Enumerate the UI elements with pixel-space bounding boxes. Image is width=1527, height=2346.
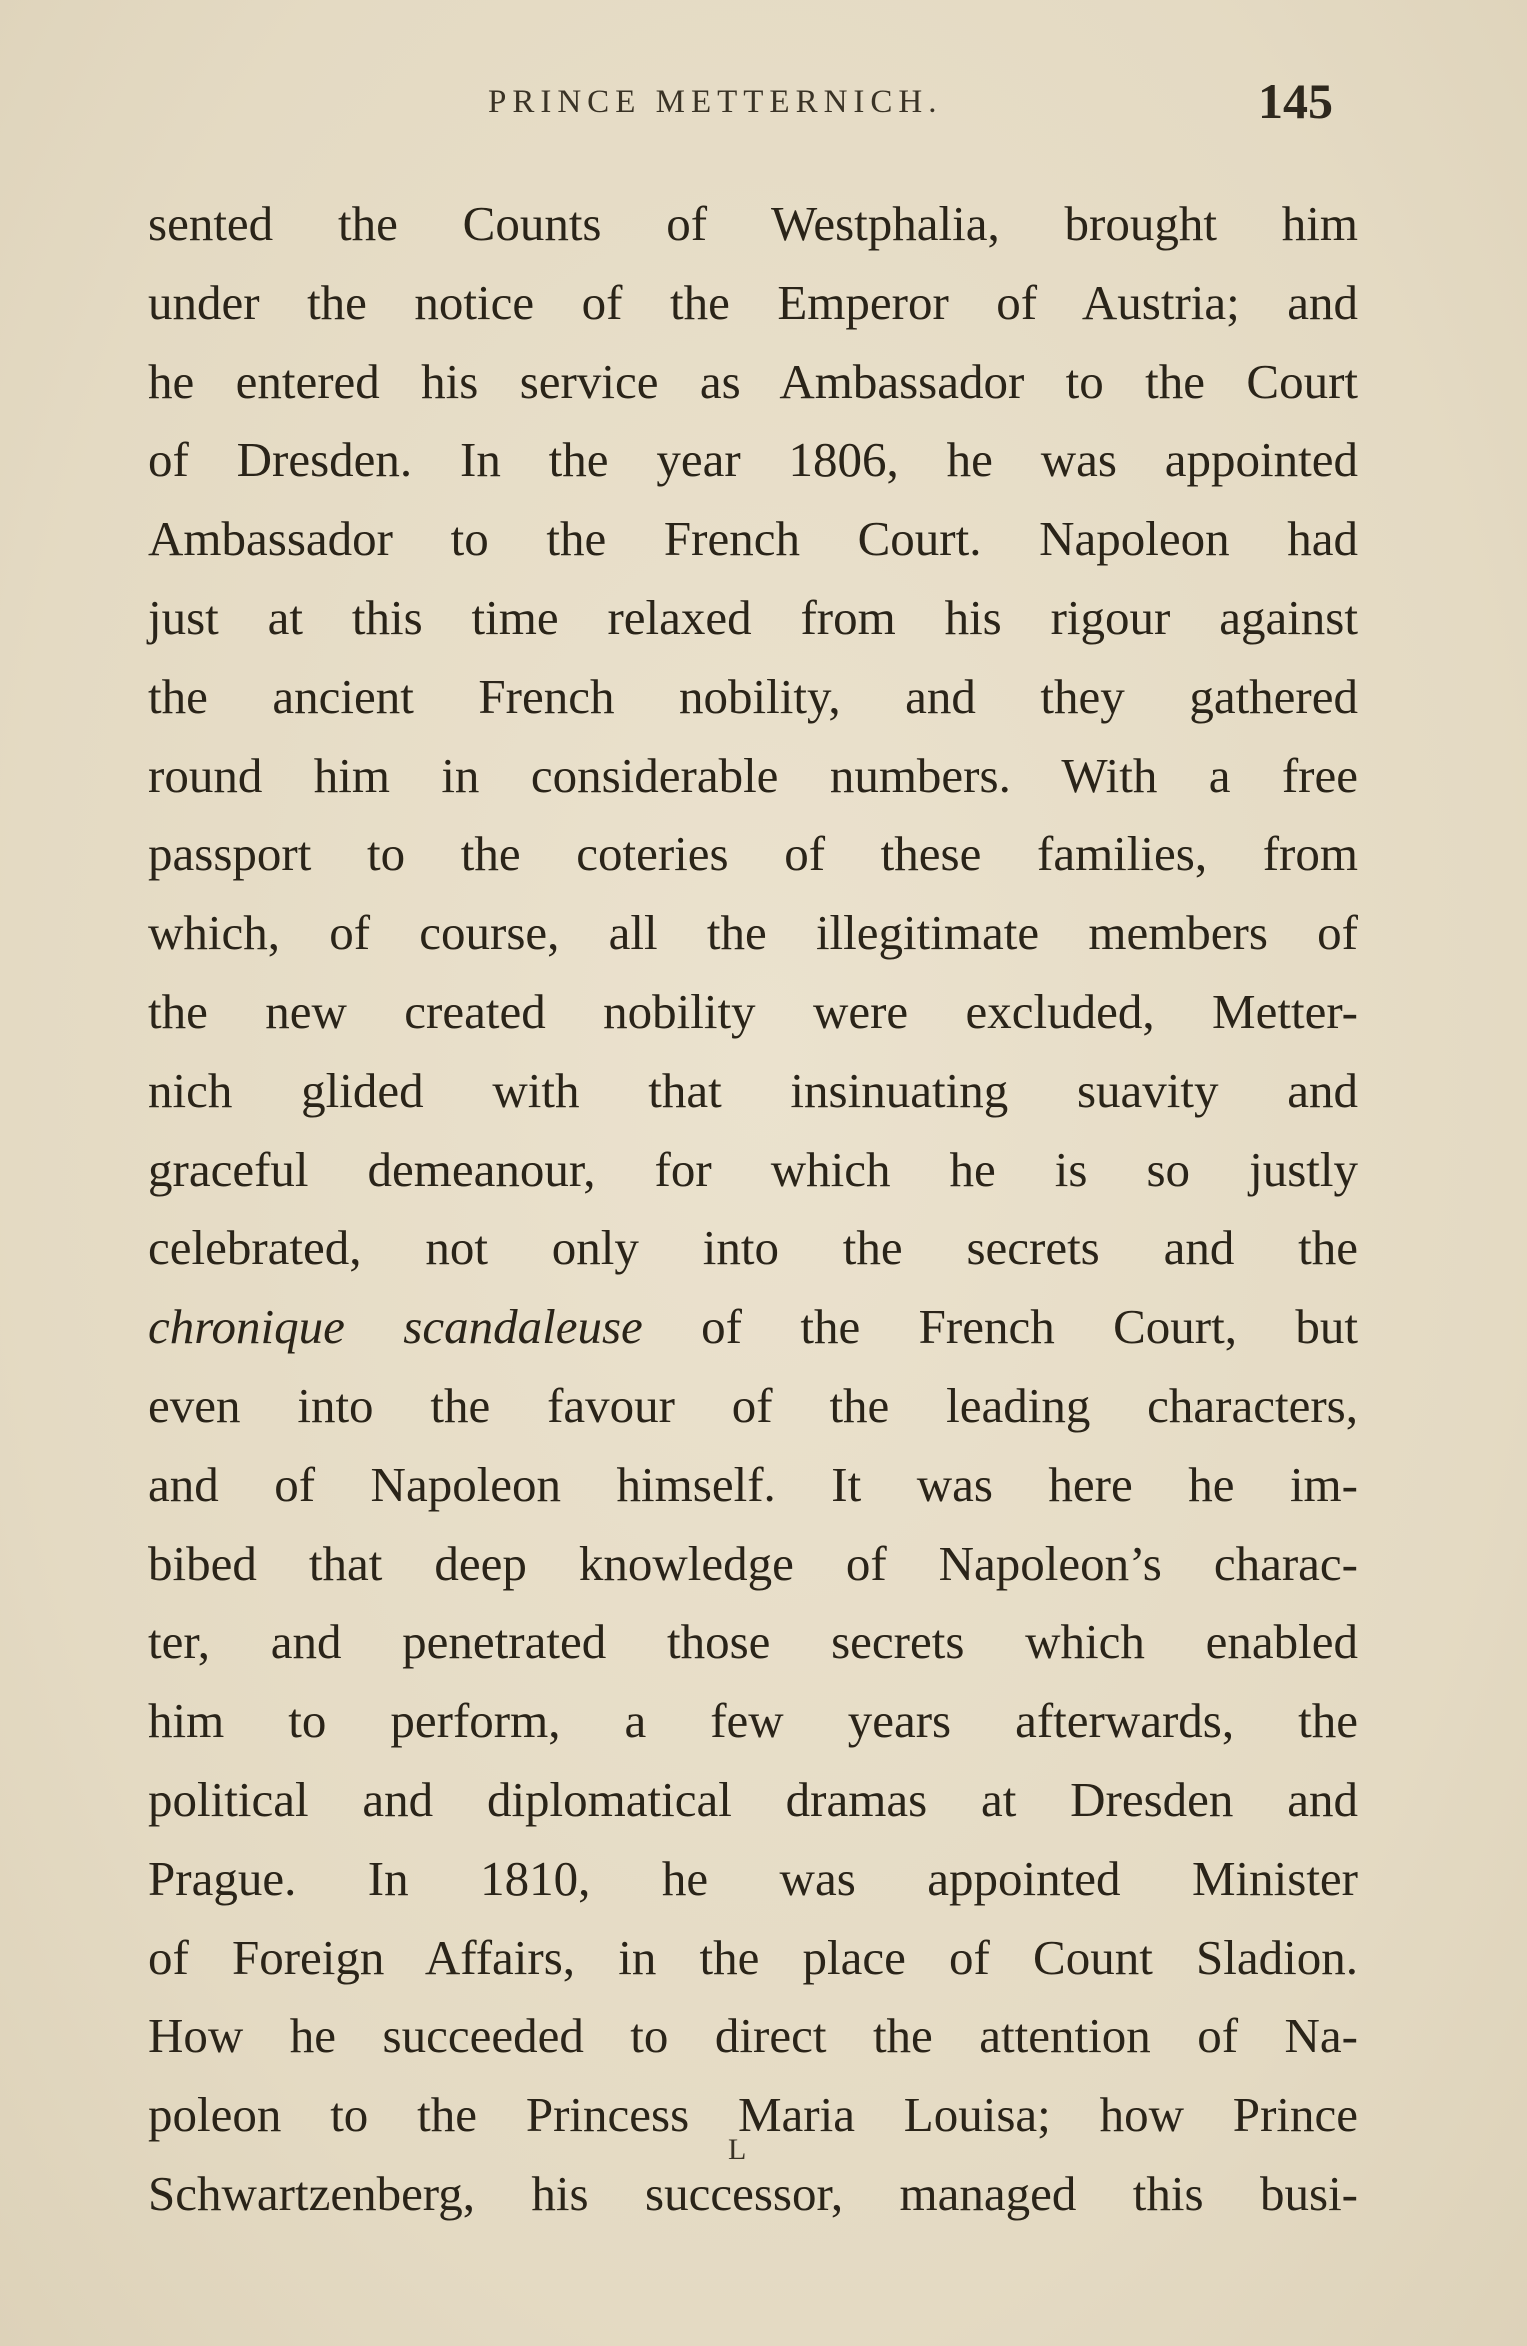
text-line: he entered his service as Ambassador to the Court [148, 353, 1358, 409]
text-line: graceful demeanour, for which he is so justly [148, 1141, 1358, 1197]
text-line: of Dresden. In the year 1806, he was appointed [148, 432, 1358, 488]
body-text [148, 185, 1358, 2234]
text-line: How he succeeded to direct the attention of Na- [148, 2008, 1358, 2064]
text-line: which, of course, all the illegitimate members of [148, 905, 1358, 961]
text-line: Ambassador to the French Court. Napoleon had [148, 511, 1358, 567]
page-number: 145 [1258, 73, 1333, 129]
text-line: the ancient French nobility, and they gathered [148, 668, 1358, 724]
text-line: political and diplomatical dramas at Dresden and [148, 1771, 1358, 1827]
text-line: Prague. In 1810, he was appointed Minister [148, 1850, 1358, 1906]
text-line: bibed that deep knowledge of Napoleon’s charac- [148, 1535, 1358, 1591]
text-line: the new created nobility were excluded, Metter- [148, 983, 1358, 1039]
italic-phrase: chronique scandaleuse [148, 1299, 643, 1355]
text-line: Schwartzenberg, his successor, managed this busi- [148, 2165, 1358, 2221]
text-line-with-italic [148, 1288, 1358, 1367]
text-line: round him in considerable numbers. With a free [148, 747, 1358, 803]
text-line: of Foreign Affairs, in the place of Count Sladion. [148, 1929, 1358, 1985]
text-line: poleon to the Princess Maria Louisa; how Prince [148, 2087, 1358, 2143]
text-line: under the notice of the Emperor of Austria; and [148, 274, 1358, 330]
text-line: celebrated, not only into the secrets and the [148, 1220, 1358, 1276]
text-line: ter, and penetrated those secrets which enabled [148, 1614, 1358, 1670]
text-line: and of Napoleon himself. It was here he im- [148, 1456, 1358, 1512]
text-line: passport to the coteries of these families, from [148, 826, 1358, 882]
text-line-rest: of the French Court, but [642, 1299, 1358, 1355]
text-line: just at this time relaxed from his rigour against [148, 589, 1358, 645]
text-line: sented the Counts of Westphalia, brought him [148, 196, 1358, 251]
text-line: nich glided with that insinuating suavity and [148, 1062, 1358, 1118]
text-line: him to perform, a few years afterwards, the [148, 1693, 1358, 1749]
running-title: PRINCE METTERNICH. [488, 84, 943, 120]
signature-mark: L [728, 2133, 747, 2166]
text-line: even into the favour of the leading characters, [148, 1377, 1358, 1433]
